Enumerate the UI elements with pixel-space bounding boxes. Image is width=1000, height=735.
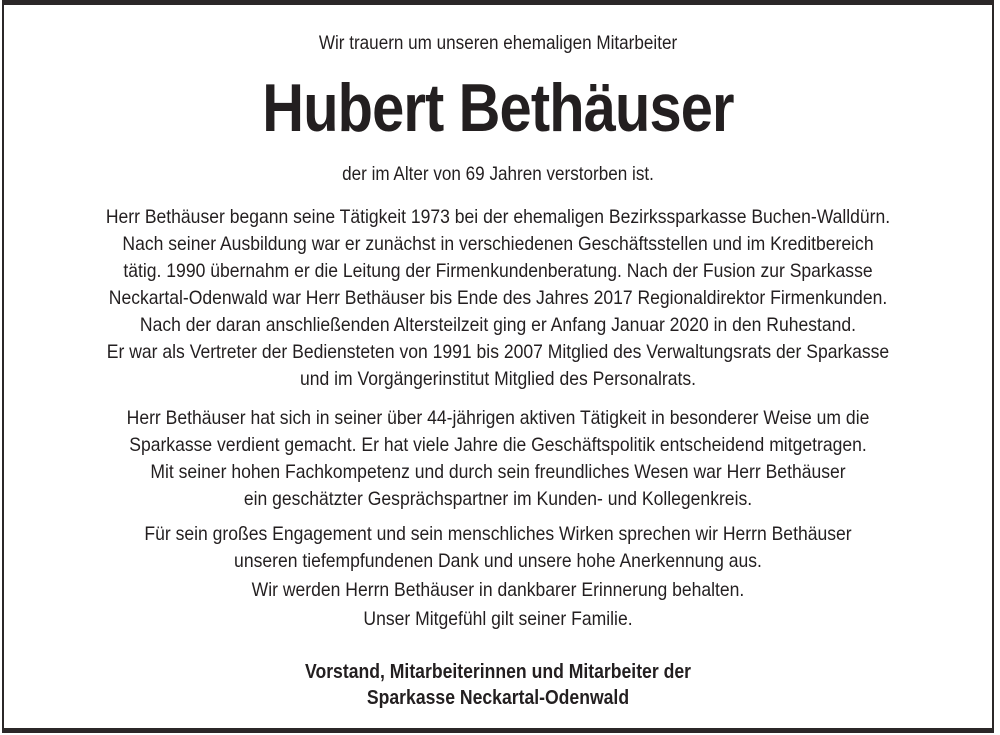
obituary-frame bbox=[2, 0, 994, 733]
paragraph-line: Für sein großes Engagement und sein menschliches Wirken sprechen wir Herrn Bethäuser bbox=[144, 523, 852, 545]
gratitude-paragraph bbox=[4, 521, 992, 575]
signoff-line-1: Vorstand, Mitarbeiterinnen und Mitarbeiter der bbox=[305, 661, 691, 683]
paragraph-line: Herr Bethäuser hat sich in seiner über 44-jährigen aktiven Tätigkeit in besonderer Weise um die bbox=[126, 407, 870, 429]
condolence-line: Unser Mitgefühl gilt seiner Familie. bbox=[363, 608, 633, 630]
paragraph-line: und im Vorgängerinstitut Mitglied des Personalrats. bbox=[299, 368, 697, 390]
paragraph-line: Nach der daran anschließenden Altersteilzeit ging er Anfang Januar 2020 in den Ruhestand. bbox=[139, 314, 857, 336]
signoff bbox=[4, 659, 992, 711]
paragraph-line: tätig. 1990 übernahm er die Leitung der Firmenkundenberatung. Nach der Fusion zur Sparkasse bbox=[123, 260, 873, 282]
paragraph-line: Mit seiner hohen Fachkompetenz und durch sein freundliches Wesen war Herr Bethäuser bbox=[150, 461, 846, 483]
paragraph-line: ein geschätzter Gesprächspartner im Kunden- und Kollegenkreis. bbox=[243, 488, 753, 510]
paragraph-line: Herr Bethäuser begann seine Tätigkeit 1973 bei der ehemaligen Bezirkssparkasse Buchen-Walldürn. bbox=[105, 206, 891, 228]
paragraph-line: Nach seiner Ausbildung war er zunächst in verschiedenen Geschäftsstellen und im Kreditbereich bbox=[122, 233, 874, 255]
intro-line: Wir trauern um unseren ehemaligen Mitarbeiter bbox=[318, 33, 678, 54]
signoff-line-2: Sparkasse Neckartal-Odenwald bbox=[366, 687, 630, 709]
paragraph-line: Sparkasse verdient gemacht. Er hat viele Jahre die Geschäftspolitik entscheidend mitgetragen. bbox=[129, 434, 867, 456]
biography-paragraph bbox=[4, 204, 992, 393]
paragraph-line: Er war als Vertreter der Bediensteten von 1991 bis 2007 Mitglied des Verwaltungsrats der Sparkasse bbox=[106, 341, 890, 363]
appreciation-paragraph bbox=[4, 405, 992, 513]
age-line: der im Alter von 69 Jahren verstorben ist. bbox=[342, 164, 654, 185]
remembrance-line: Wir werden Herrn Bethäuser in dankbarer Erinnerung behalten. bbox=[251, 579, 745, 601]
paragraph-line: Neckartal-Odenwald war Herr Bethäuser bis Ende des Jahres 2017 Regionaldirektor Firmenkunden. bbox=[108, 287, 888, 309]
deceased-name: Hubert Bethäuser bbox=[262, 70, 734, 146]
paragraph-line: unseren tiefempfundenen Dank und unsere hohe Anerkennung aus. bbox=[234, 550, 762, 572]
